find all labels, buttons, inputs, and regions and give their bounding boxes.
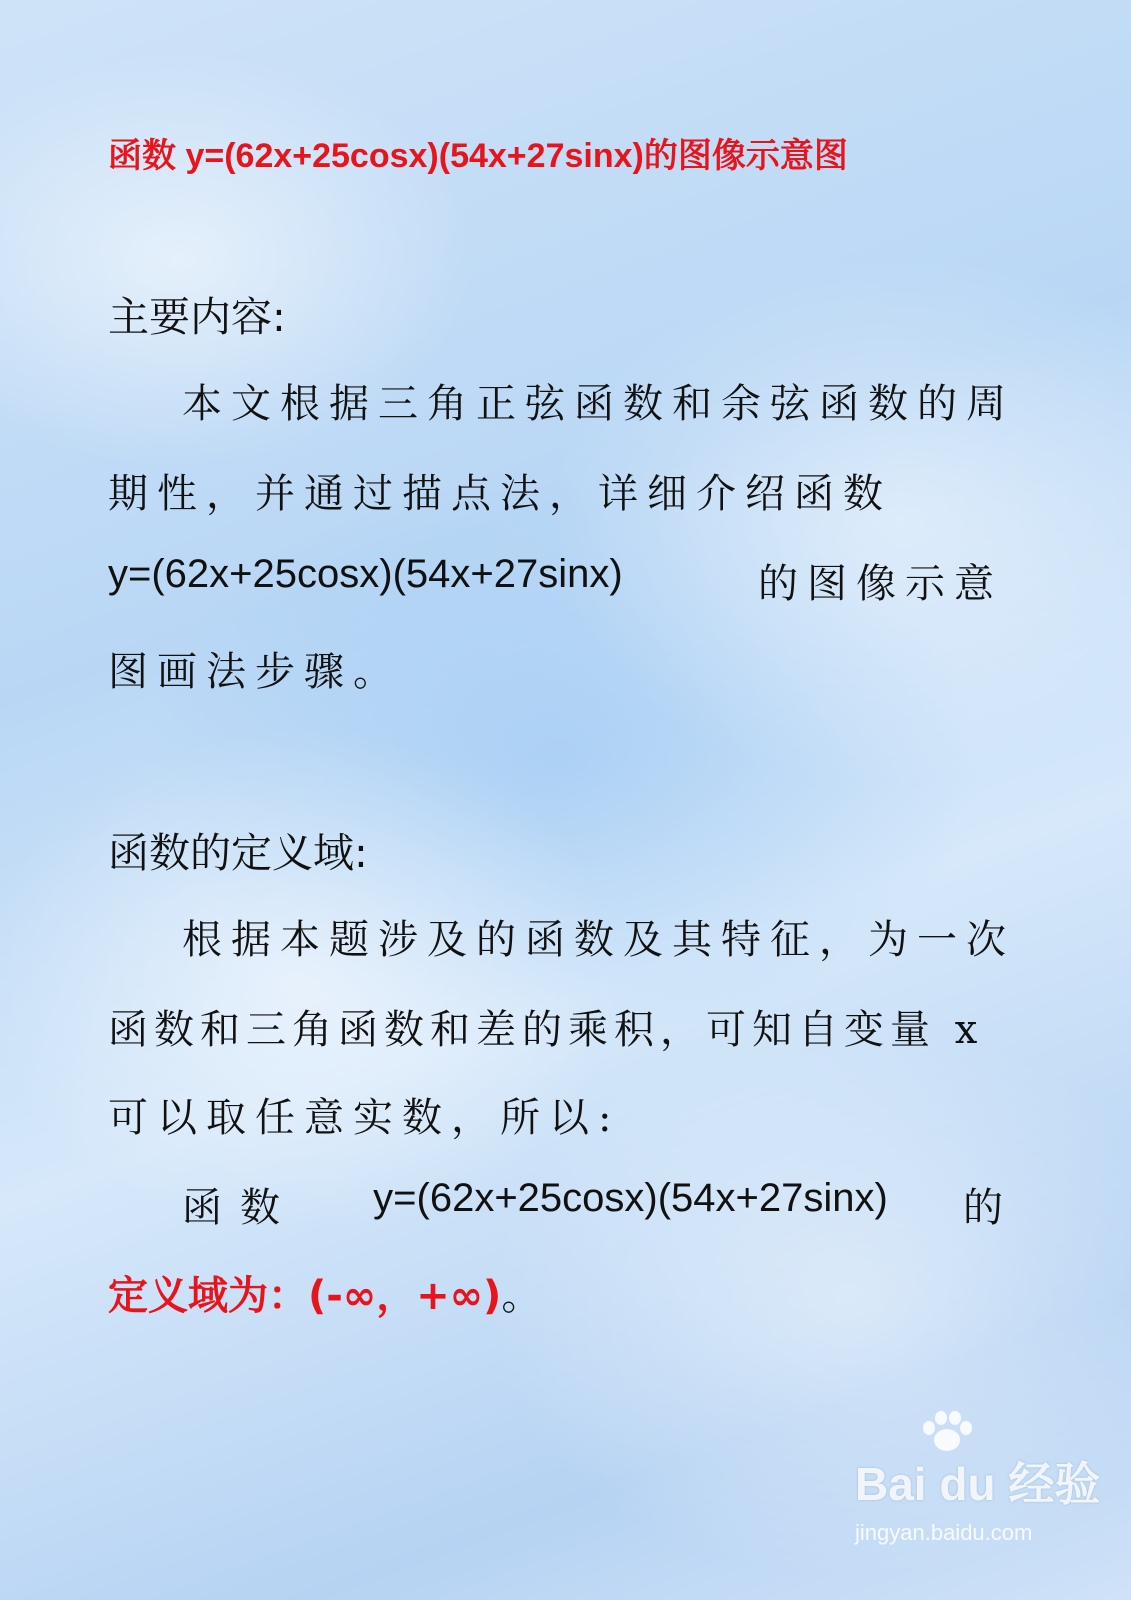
domain-result: 定义域为：(-∞，+∞) [108, 1273, 502, 1319]
paragraph-line [182, 1176, 1003, 1233]
page-title: 函数 y=(62x+25cosx)(54x+27sinx)的图像示意图 [108, 137, 848, 175]
paragraph-line: 函数和三角函数和差的乘积，可知自变量 x [108, 1007, 984, 1053]
paragraph-line: 图画法步骤。 [108, 649, 402, 695]
formula: y=(62x+25cosx)(54x+27sinx) [373, 1176, 888, 1220]
text-fragment: 。 [501, 1273, 551, 1319]
section-heading-main-content: 主要内容: [108, 293, 286, 341]
text-fragment: 的 [963, 1185, 1003, 1231]
paragraph-line [108, 1264, 1003, 1321]
text-fragment: 的图像示意 [758, 561, 1003, 607]
formula: y=(62x+25cosx)(54x+27sinx) [108, 552, 623, 596]
watermark-logo: Bai du 经验 [855, 1458, 1101, 1510]
baidu-jingyan-watermark [855, 1432, 1101, 1572]
paragraph-line: 本文根据三角正弦函数和余弦函数的周 [182, 381, 1015, 427]
paragraph-line [108, 552, 1003, 609]
paragraph-line: 根据本题涉及的函数及其特征，为一次 [182, 917, 1015, 963]
paragraph-line: 期性，并通过描点法，详细介绍函数 [108, 471, 892, 517]
text-fragment: 函数 [182, 1185, 298, 1231]
watermark-url: jingyan.baidu.com [855, 1520, 1033, 1545]
section-heading-domain: 函数的定义域: [108, 829, 368, 877]
paragraph-line: 可以取任意实数，所以: [108, 1095, 621, 1141]
